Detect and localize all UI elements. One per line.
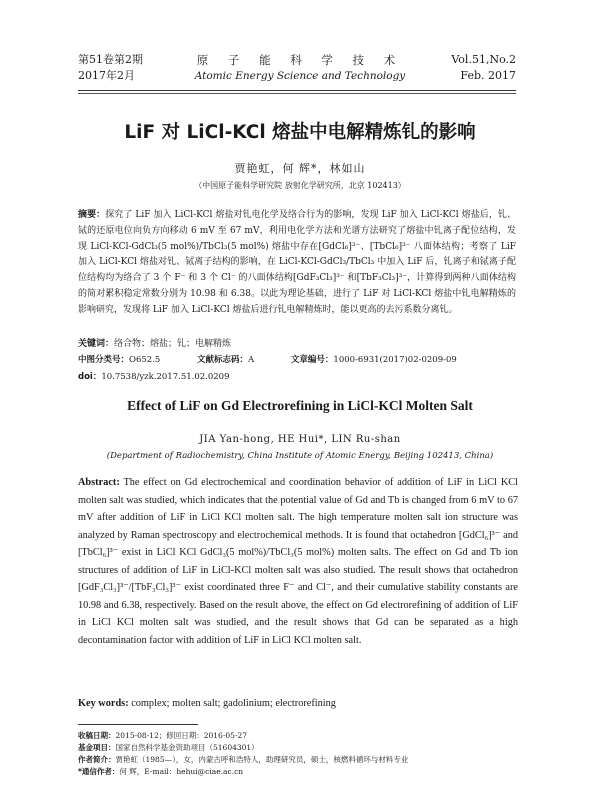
- doi: [78, 370, 230, 382]
- abstract-en-text: The effect on Gd electrochemical and coordination behavior of addition of LiF in LiCl KCl molten salt was studied, which indicates that the potential value of Gd and Tb is changed from 6 mV to 67 mV after addition of LiF in LiCl KCl molten salt. The high temperature molten salt ion structure was analyzed by Raman spectroscopy and electrochemical methods. It is found that octahedron [GdCl₆]³⁻ and [TbCl₆]³⁻ exist in LiCl KCl GdCl₃(5 mol%)/TbCl₃(5 mol%) molten salts. The effect on Gd and Tb ion structures of addition of LiF in LiCl-KCl molten salt was also studied. The result shows that octahedron [GdF₃Cl₃]³⁻/[TbF₃Cl₃]³⁻ exist coordinated three F⁻ and Cl⁻, and their cumulative stability constants are 10.98 and 6.38, respectively. Based on the result above, the effect on Gd electrorefining of addition of LiF in LiCl KCl molten salt was studied, and the result shows that Gd can be separated as a high decontamination factor with addition of LiF in LiCl KCl molten salt.: [78, 477, 519, 646]
- keywords-cn-text: 络合物；熔盐；钆；电解精炼: [114, 339, 232, 349]
- clc-number: 中图分类号：O652.5: [78, 355, 161, 365]
- footnote-fund: 基金项目：国家自然科学基金资助项目（51604301）: [78, 743, 259, 752]
- footnote-contact: *通信作者：何 辉，E-mail：hehui@ciae.ac.cn: [78, 767, 244, 776]
- abstract-cn-label: 摘要：: [78, 210, 106, 220]
- keywords-cn: [78, 336, 231, 349]
- footnote-rule: [78, 724, 198, 725]
- header-rule-thin: [78, 93, 516, 94]
- abstract-cn: [78, 208, 516, 319]
- footnote-author: 作者简介：贾艳虹（1985—），女，内蒙古呼和浩特人，助理研究员，硕士，核燃料循环与材料专业: [78, 755, 409, 764]
- doi-value: 10.7538/yzk.2017.51.02.0209: [101, 372, 230, 382]
- affiliation-en: (Department of Radiochemistry, China Institute of Atomic Energy, Beijing 102413, China): [106, 451, 494, 461]
- journal-name-cn: 原 子 能 科 学 技 术: [196, 53, 404, 67]
- keywords-en-label: Key words:: [78, 698, 129, 709]
- journal-volume-en: [451, 52, 516, 84]
- affiliation-cn: （中国原子能科学研究院 放射化学研究所，北京 102413）: [194, 181, 406, 190]
- footnote-received: 收稿日期：2015-08-12；修回日期：2016-05-27: [78, 731, 247, 740]
- header-rule-thick: [78, 90, 516, 91]
- volume-cn: 第51卷第2期: [78, 53, 143, 66]
- article-number: 文章编号：1000-6931(2017)02-0209-09: [290, 355, 457, 365]
- document-code: 文献标志码：A: [197, 355, 255, 365]
- journal-name-en: Atomic Energy Science and Technology: [194, 70, 406, 82]
- keywords-en: [78, 698, 518, 709]
- abstract-en-label: Abstract:: [78, 477, 120, 488]
- date-en: Feb. 2017: [460, 69, 516, 82]
- authors-cn: 贾艳虹，何 辉*，林如山: [234, 162, 366, 175]
- volume-en: Vol.51,No.2: [451, 53, 516, 66]
- date-cn: 2017年2月: [78, 69, 135, 82]
- authors-en: JIA Yan-hong, HE Hui*, LIN Ru-shan: [199, 434, 401, 445]
- abstract-en: [78, 474, 518, 649]
- paper-title-cn: LiF 对 LiCl-KCl 熔盐中电解精炼钆的影响: [124, 122, 476, 143]
- paper-title-en: Effect of LiF on Gd Electrorefining in LiCl-KCl Molten Salt: [127, 398, 473, 413]
- doi-label: doi：: [78, 372, 102, 382]
- keywords-en-text: complex; molten salt; gadolinium; electrorefining: [131, 698, 336, 709]
- keywords-cn-label: 关键词：: [78, 339, 115, 349]
- abstract-cn-text: 探究了 LiF 加入 LiCl-KCl 熔盐对钆电化学及络合行为的影响，发现 LiF 加入 LiCl-KCl 熔盐后，钆、铽的还原电位向负方向移动 6 mV 至 67 mV，利用电化学方法和光谱方法研究了熔盐中钆离子配位结构，发现 LiCl-KCl-GdCl₃(5 mol%)/TbCl₃(5 mol%) 熔盐中存在[GdCl₆]³⁻、[TbCl₆]³⁻ 八面体结构；考察了 LiF 加入 LiCl-KCl 熔盐对钆、铽离子结构的影响，在 LiCl-KCl-GdCl₃/TbCl₃ 中加入 LiF 后，钆离子和铽离子配位结构均为络合了 3 个 F⁻ 和 3 个 Cl⁻ 的八面体结构[GdF₃Cl₃]³⁻ 和[TbF₃Cl₃]³⁻，计算得到两种八面体结构的简对累积稳定常数分别为 10.98 和 6.38。以此为理论基础，进行了 LiF 对 LiCl-KCl 熔盐中钆电解精炼的影响研究，发现将 LiF 加入 LiCl-KCl 熔盐后进行钆电解精炼时，能以更高的去污系数分离钆。: [78, 210, 516, 315]
- classification-row: [78, 353, 491, 365]
